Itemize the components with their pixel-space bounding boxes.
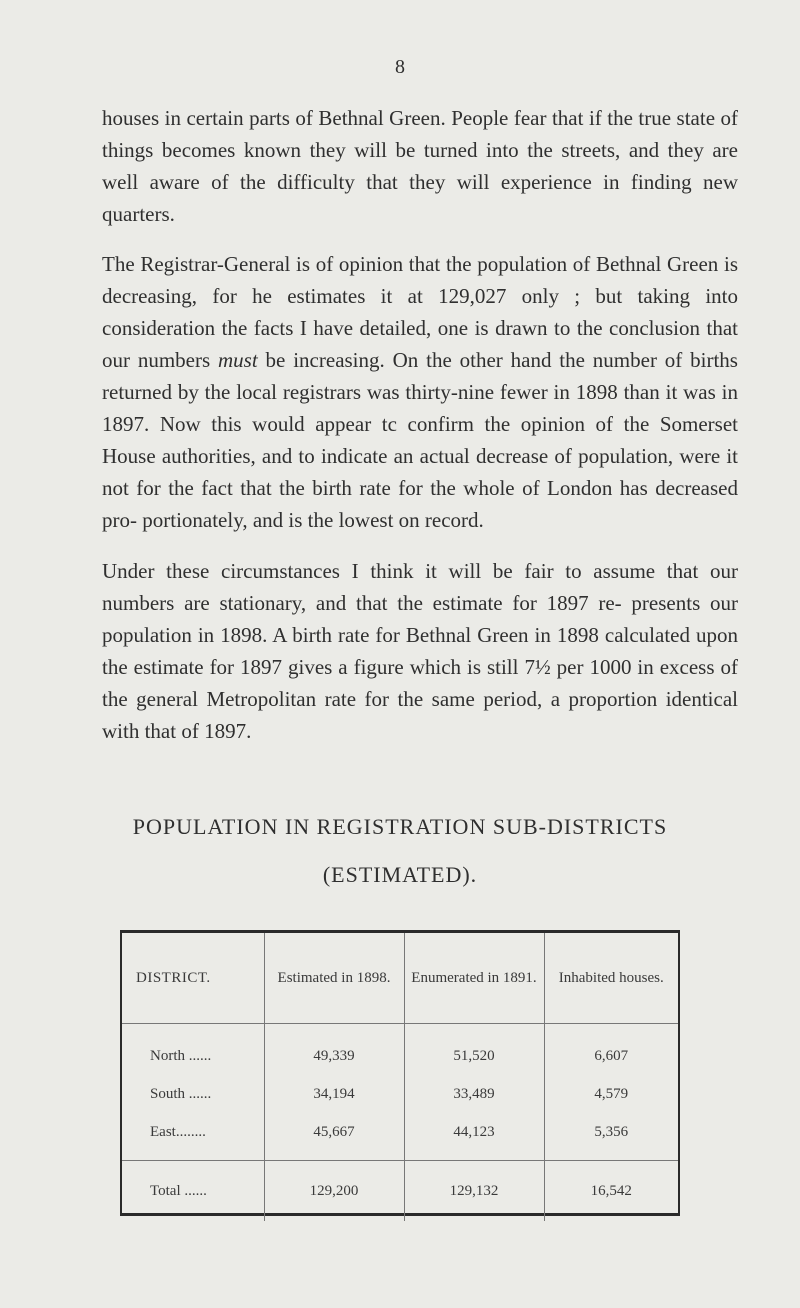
emphasis-must: must <box>218 348 258 372</box>
cell-total-enumerated: 129,132 <box>404 1161 544 1222</box>
cell-district: East........ <box>150 1123 206 1140</box>
paragraph-text-end: be increasing. On the other hand the number of births returned by the local registrars was thirty-nine fewer in 1898 than it was in 1897. Now this would appear tc confirm the opinion of the Somerset House authorities, and to indicate an actual decrease of population, were it not for the fact that the birth rate for the whole of London has decreased pro- portionately, and is the lowest on record. <box>102 348 738 532</box>
cell-enumerated: 33,489 <box>404 1075 544 1113</box>
header-estimated: Estimated in 1898. <box>264 933 404 1024</box>
cell-total-houses: 16,542 <box>544 1161 678 1222</box>
table-subheading: (ESTIMATED). <box>322 862 478 887</box>
cell-total-label: Total ...... <box>122 1161 264 1222</box>
page-number: 8 <box>395 56 405 78</box>
table-header-row <box>122 933 678 1024</box>
table-row <box>122 1113 678 1161</box>
cell-estimated: 34,194 <box>264 1075 404 1113</box>
population-table-frame <box>120 930 680 1216</box>
table-total-row <box>122 1161 678 1222</box>
cell-estimated: 49,339 <box>264 1024 404 1076</box>
cell-enumerated: 51,520 <box>404 1024 544 1076</box>
paragraph-registrar-general <box>102 248 738 536</box>
paragraph-housing: houses in certain parts of Bethnal Green. People fear that if the true state of things becomes known they will be turned into the streets, and they are well aware of the difficulty that they will experience in finding new quarters. <box>102 106 738 226</box>
paragraph-text-start: The Registrar-General is of opinion that the population of Bethnal Green is decreasing, for he estimates it at 129,027 only ; but taking into consideration the facts I have detailed, one is drawn to the conclusion that our numbers <box>102 252 738 372</box>
cell-district: North ...... <box>150 1047 212 1064</box>
population-table <box>122 933 678 1221</box>
table-row <box>122 1075 678 1113</box>
table-heading: POPULATION IN REGISTRATION SUB-DISTRICTS <box>132 814 668 839</box>
cell-district: South ...... <box>150 1085 212 1102</box>
cell-estimated: 45,667 <box>264 1113 404 1161</box>
cell-houses: 6,607 <box>544 1024 678 1076</box>
cell-enumerated: 44,123 <box>404 1113 544 1161</box>
table-row <box>122 1024 678 1076</box>
paragraph-circumstances: Under these circumstances I think it will be fair to assume that our numbers are stationary, and that the estimate for 1897 re- presents our population in 1898. A birth rate for Bethnal Green in 1898 calculated upon the estimate for 1897 gives a figure which is still 7½ per 1000 in excess of the general Metropolitan rate for the same period, a proportion identical with that of 1897. <box>102 559 738 743</box>
header-enumerated: Enumerated in 1891. <box>404 933 544 1024</box>
header-houses: Inhabited houses. <box>544 933 678 1024</box>
cell-houses: 5,356 <box>544 1113 678 1161</box>
cell-total-estimated: 129,200 <box>264 1161 404 1222</box>
cell-houses: 4,579 <box>544 1075 678 1113</box>
header-district: DISTRICT. <box>122 933 264 1024</box>
